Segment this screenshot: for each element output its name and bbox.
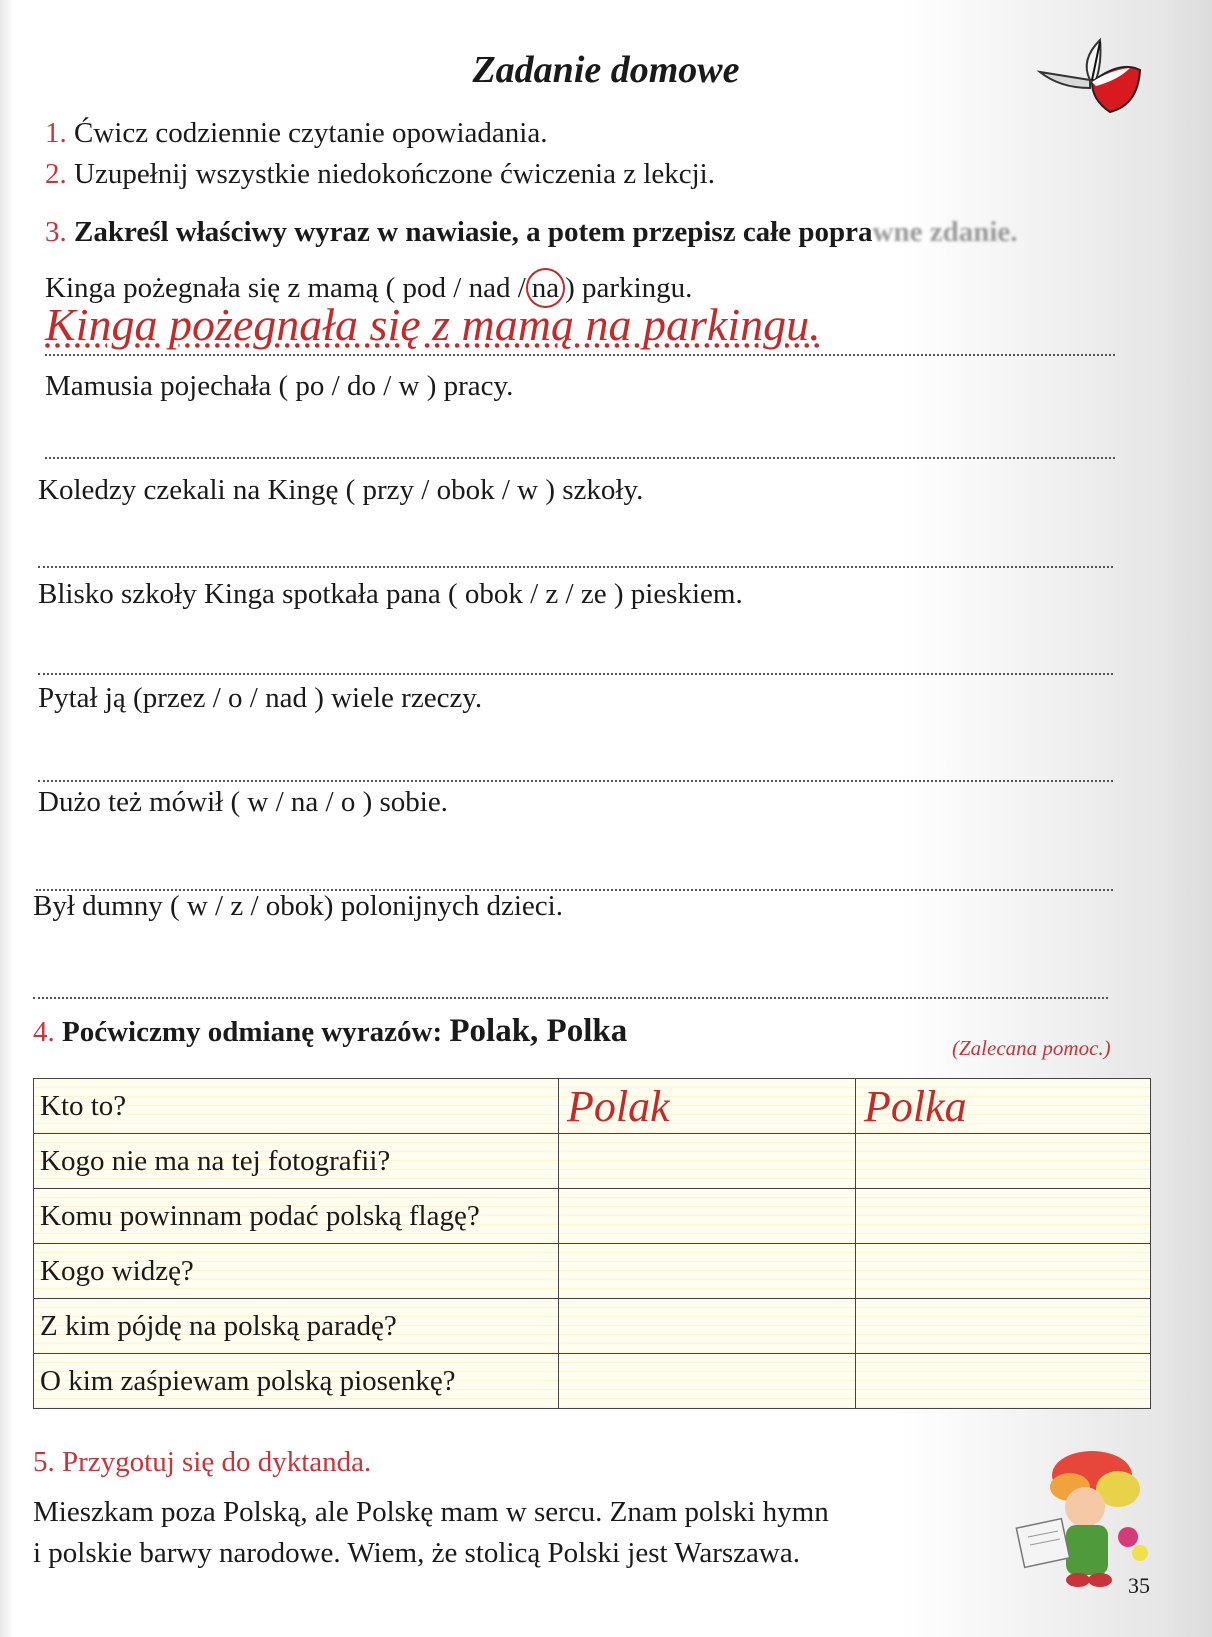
- polak-cell: Polak: [559, 1079, 856, 1134]
- exercise-sentence: Blisko szkoły Kinga spotkała pana ( obok / z / ze ) pieskiem.: [38, 578, 743, 610]
- dictation-line: i polskie barwy narodowe. Wiem, że stolicą Polski jest Warszawa.: [33, 1537, 800, 1569]
- question-cell: O kim zaśpiewam polską piosenkę?: [34, 1354, 559, 1409]
- dictation-line: Mieszkam poza Polską, ale Polskę mam w sercu. Znam polski hymn: [33, 1496, 829, 1528]
- exercise-sentence: Koledzy czekali na Kingę ( przy / obok / w ) szkoły.: [38, 474, 644, 506]
- sentence-start: Kinga pożegnała się z mamą ( pod / nad /: [45, 272, 526, 304]
- polka-cell: Polka: [856, 1079, 1151, 1134]
- answer-line[interactable]: [45, 457, 1115, 459]
- answer-line: [45, 354, 1115, 356]
- task-text: Uzupełnij wszystkie niedokończone ćwiczenia z lekcji.: [74, 158, 715, 190]
- table-row: [34, 1244, 1151, 1299]
- page-number: 35: [1128, 1573, 1150, 1598]
- child-with-flowers-illustration: [1000, 1445, 1165, 1590]
- task-text: Ćwicz codziennie czytanie opowiadania.: [74, 117, 548, 149]
- declension-table: [33, 1078, 1151, 1409]
- polka-cell[interactable]: [856, 1134, 1151, 1189]
- polak-cell[interactable]: [559, 1299, 856, 1354]
- task-text: Przygotuj się do dyktanda.: [62, 1446, 372, 1478]
- task-text: Poćwiczmy odmianę wyrazów:: [62, 1016, 443, 1048]
- page-title: Zadanie domowe: [472, 49, 740, 91]
- exercise-sentence: Mamusia pojechała ( po / do / w ) pracy.: [45, 370, 514, 402]
- answer-line[interactable]: [38, 673, 1113, 675]
- task-3-instruction: [45, 216, 1018, 249]
- table-row: [34, 1354, 1151, 1409]
- question-cell: Komu powinnam podać polską flagę?: [34, 1189, 559, 1244]
- table-row: [34, 1134, 1151, 1189]
- hint-note: (Zalecana pomoc.): [952, 1036, 1111, 1060]
- task-number: 3.: [45, 216, 67, 248]
- polka-cell[interactable]: [856, 1299, 1151, 1354]
- polak-cell[interactable]: [559, 1244, 856, 1299]
- polak-cell[interactable]: [559, 1354, 856, 1409]
- polak-cell[interactable]: [559, 1189, 856, 1244]
- answer-line[interactable]: [38, 566, 1113, 568]
- question-cell: Z kim pójdę na polską paradę?: [34, 1299, 559, 1354]
- dictation-text: [33, 1492, 829, 1574]
- polak-cell[interactable]: [559, 1134, 856, 1189]
- handwritten-answer: Kinga pożegnała się z mamą na parkingu.: [45, 299, 821, 350]
- task-number: 1.: [45, 117, 67, 149]
- exercise-sentence: Dużo też mówił ( w / na / o ) sobie.: [38, 786, 448, 818]
- question-cell: Kogo nie ma na tej fotografii?: [34, 1134, 559, 1189]
- task-text-faded: wne zdanie.: [872, 216, 1018, 248]
- polka-cell[interactable]: [856, 1354, 1151, 1409]
- task-words: Polak, Polka: [449, 1013, 628, 1049]
- table-row: [34, 1079, 1151, 1134]
- table-row: [34, 1299, 1151, 1354]
- sentence-end: ) parkingu.: [565, 272, 693, 304]
- question-cell: Kto to?: [34, 1079, 559, 1134]
- task-number: 4.: [33, 1016, 55, 1048]
- circled-answer: na: [526, 268, 565, 308]
- answer-line[interactable]: [38, 780, 1113, 782]
- polka-cell[interactable]: [856, 1244, 1151, 1299]
- exercise-sentence: Był dumny ( w / z / obok) polonijnych dzieci.: [33, 890, 563, 922]
- task-number: 2.: [45, 158, 67, 190]
- exercise-sentence: Pytał ją (przez / o / nad ) wiele rzeczy.: [38, 682, 483, 714]
- table-row: [34, 1189, 1151, 1244]
- answer-line[interactable]: [33, 997, 1108, 999]
- question-cell: Kogo widzę?: [34, 1244, 559, 1299]
- task-5-instruction: [33, 1446, 371, 1479]
- task-4-instruction: [33, 1013, 627, 1050]
- task-text: Zakreśl właściwy wyraz w nawiasie, a potem przepisz całe popra: [74, 216, 873, 248]
- polka-cell[interactable]: [856, 1189, 1151, 1244]
- task-number: 5.: [33, 1446, 55, 1478]
- task-1: [45, 117, 547, 150]
- task-2: [45, 158, 715, 191]
